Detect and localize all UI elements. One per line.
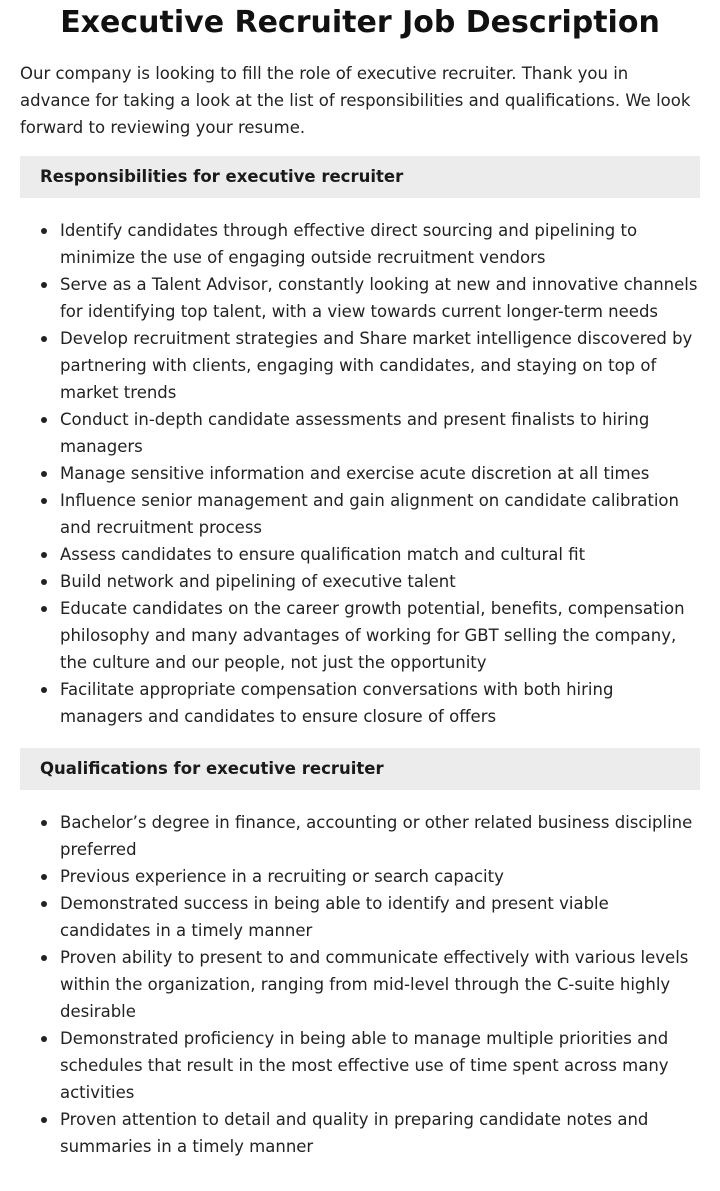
list-item: Previous experience in a recruiting or search capacity: [20, 863, 700, 890]
list-item: Develop recruitment strategies and Share market intelligence discovered by partnering with clients, engaging with candidates, and staying on top of market trends: [20, 325, 700, 406]
list-item: Proven ability to present to and communicate effectively with various levels within the organization, ranging from mid-level through the C-suite highly desirable: [20, 944, 700, 1025]
qualifications-list: [20, 809, 700, 1160]
list-item: Conduct in-depth candidate assessments and present finalists to hiring managers: [20, 406, 700, 460]
list-item: Facilitate appropriate compensation conversations with both hiring managers and candidates to ensure closure of offers: [20, 676, 700, 730]
list-item: Educate candidates on the career growth potential, benefits, compensation philosophy and many advantages of working for GBT selling the company, the culture and our people, not just the opportunity: [20, 595, 700, 676]
list-item: Serve as a Talent Advisor, constantly looking at new and innovative channels for identifying top talent, with a view towards current longer-term needs: [20, 271, 700, 325]
responsibilities-list: [20, 217, 700, 730]
list-item: Bachelor’s degree in finance, accounting or other related business discipline preferred: [20, 809, 700, 863]
intro-paragraph: Our company is looking to fill the role of executive recruiter. Thank you in advance for taking a look at the list of responsibilities and qualifications. We look forward to reviewing your resume.: [20, 64, 691, 137]
list-item: Build network and pipelining of executive talent: [20, 568, 700, 595]
responsibilities-heading: Responsibilities for executive recruiter: [20, 156, 700, 198]
list-item: Manage sensitive information and exercise acute discretion at all times: [20, 460, 700, 487]
qualifications-heading: Qualifications for executive recruiter: [20, 748, 700, 790]
list-item: Influence senior management and gain alignment on candidate calibration and recruitment process: [20, 487, 700, 541]
list-item: Identify candidates through effective direct sourcing and pipelining to minimize the use of engaging outside recruitment vendors: [20, 217, 700, 271]
list-item: Assess candidates to ensure qualification match and cultural fit: [20, 541, 700, 568]
list-item: Demonstrated proficiency in being able to manage multiple priorities and schedules that result in the most effective use of time spent across many activities: [20, 1025, 700, 1106]
list-item: Proven attention to detail and quality in preparing candidate notes and summaries in a timely manner: [20, 1106, 700, 1160]
page-title: Executive Recruiter Job Description: [60, 5, 660, 40]
list-item: Demonstrated success in being able to identify and present viable candidates in a timely manner: [20, 890, 700, 944]
